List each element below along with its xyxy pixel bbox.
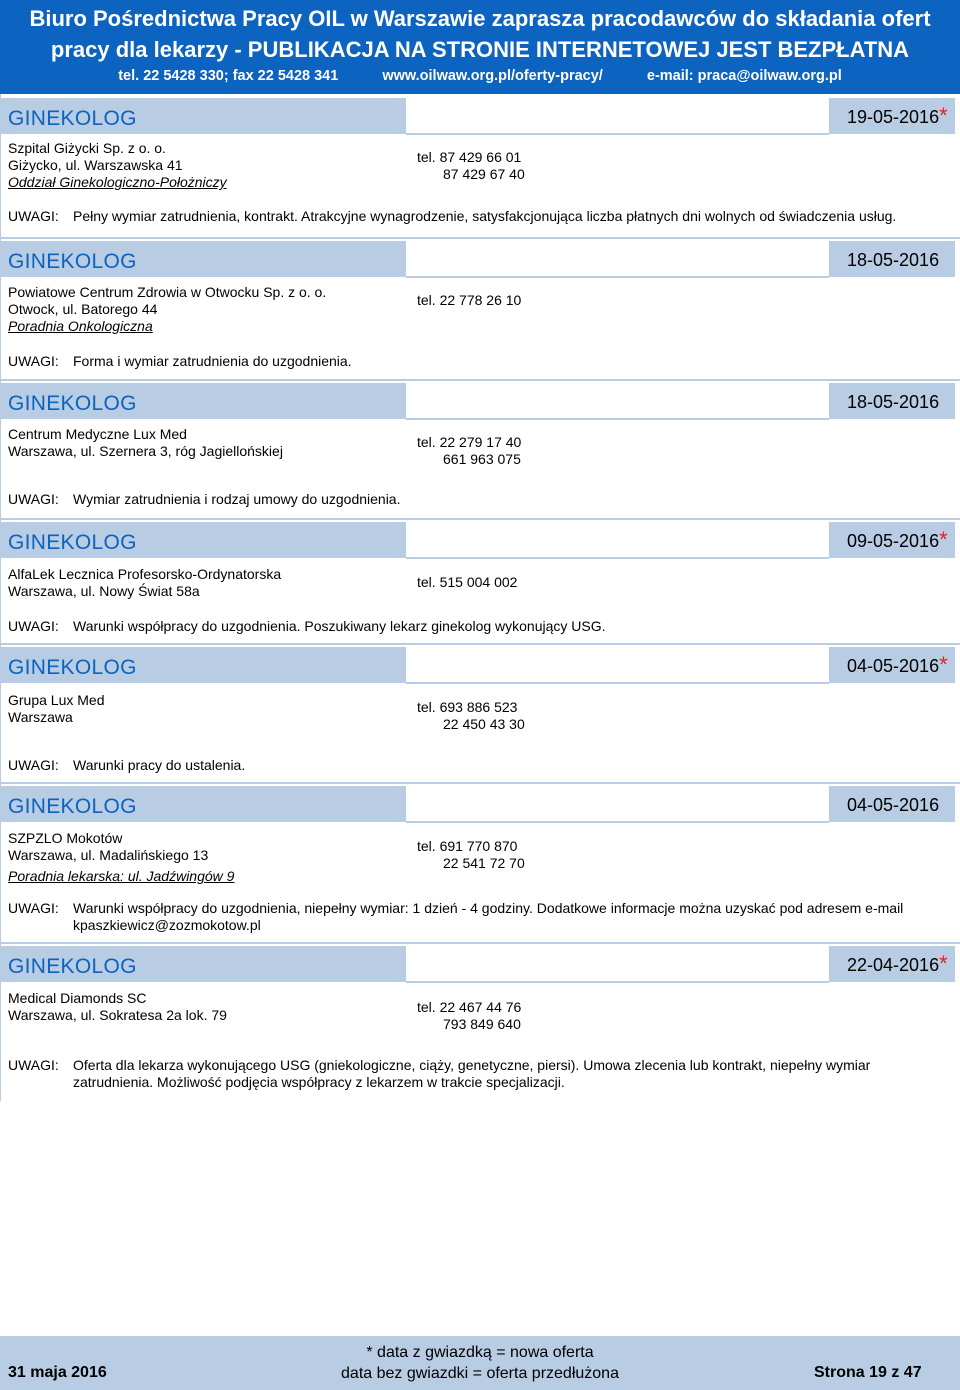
listing-title: GINEKOLOG: [8, 656, 137, 679]
banner-line-1: Biuro Pośrednictwa Pracy OIL w Warszawie zaprasza pracodawców do składania ofert: [29, 6, 931, 31]
employer-name: SZPZLO Mokotów: [8, 830, 123, 846]
phone-numbers: tel. 693 886 523 22 450 43 30: [417, 699, 525, 732]
phone-number[interactable]: 693 886 523: [439, 699, 518, 715]
phone-numbers: tel. 691 770 870 22 541 72 70: [417, 838, 525, 871]
phone-number[interactable]: 691 770 870: [439, 838, 518, 854]
notes-text: Pełny wymiar zatrudnienia, kontrakt. Atrakcyjne wynagrodzenie, satysfakcjonująca liczba płatnych dni wolnych od świadczenia usług.: [73, 208, 897, 224]
notes-text: Warunki pracy do ustalenia.: [73, 757, 246, 773]
new-offer-star-icon: *: [939, 527, 948, 552]
employer-address: Warszawa: [8, 709, 73, 725]
listing-date: 04-05-2016: [847, 795, 940, 815]
phone-number[interactable]: 661 963 075: [443, 451, 521, 467]
notes-label: UWAGI:: [8, 618, 59, 634]
listing-date: 04-05-2016*: [847, 652, 948, 677]
phone-number[interactable]: 22 541 72 70: [443, 855, 525, 871]
legend-new-offer: * data z gwiazdką = nowa oferta: [366, 1344, 594, 1361]
phone-number[interactable]: 87 429 66 01: [439, 149, 522, 165]
employer-department: Poradnia Onkologiczna: [8, 318, 153, 334]
phone-number[interactable]: 515 004 002: [439, 574, 518, 590]
listing-date: 19-05-2016*: [847, 103, 948, 128]
footer-legend: [280, 1342, 680, 1384]
phone-number[interactable]: 793 849 640: [443, 1016, 521, 1032]
listing-title: GINEKOLOG: [8, 250, 137, 273]
listing-date: 22-04-2016*: [847, 951, 948, 976]
listing-title: GINEKOLOG: [8, 795, 137, 818]
phone-number[interactable]: 22 279 17 40: [439, 434, 522, 450]
phone-number[interactable]: 22 467 44 76: [439, 999, 522, 1015]
page-number: Strona 19 z 47: [814, 1364, 922, 1381]
footer-date: 31 maja 2016: [8, 1364, 107, 1381]
listing-header: [0, 782, 960, 826]
banner-phone: tel. 22 5428 330; fax 22 5428 341: [118, 68, 339, 84]
phone-number[interactable]: 22 778 26 10: [439, 292, 522, 308]
employer-address: Warszawa, ul. Nowy Świat 58a: [8, 583, 200, 599]
header-banner: [0, 0, 960, 94]
notes-label: UWAGI:: [8, 1057, 59, 1073]
employer-info: [8, 990, 227, 1024]
new-offer-star-icon: *: [939, 652, 948, 677]
listing-title: GINEKOLOG: [8, 392, 137, 415]
employer-address: Otwock, ul. Batorego 44: [8, 301, 158, 317]
listing-header: [0, 379, 960, 423]
employer-info: [8, 830, 234, 885]
new-offer-star-icon: *: [939, 103, 948, 128]
employer-info: [8, 284, 326, 335]
phone-number[interactable]: 87 429 67 40: [443, 166, 525, 182]
listing-header: [0, 942, 960, 986]
listing-date: 09-05-2016*: [847, 527, 948, 552]
banner-line-2: pracy dla lekarzy - PUBLIKACJA NA STRONIE INTERNETOWEJ JEST BEZPŁATNA: [50, 37, 910, 62]
employer-address: Giżycko, ul. Warszawska 41: [8, 157, 183, 173]
notes-text: Forma i wymiar zatrudnienia do uzgodnienia.: [73, 353, 352, 369]
notes-label: UWAGI:: [8, 900, 59, 916]
employer-info: [8, 566, 281, 600]
listing-title: GINEKOLOG: [8, 107, 137, 130]
employer-department: Oddział Ginekologiczno-Położniczy: [8, 174, 227, 190]
employer-info: [8, 692, 105, 726]
listing-date: 18-05-2016: [847, 392, 940, 412]
employer-info: [8, 140, 227, 191]
notes-text: Wymiar zatrudnienia i rodzaj umowy do uzgodnienia.: [73, 491, 401, 507]
phone-number[interactable]: 22 450 43 30: [443, 716, 525, 732]
phone-numbers: tel. 22 279 17 40 661 963 075: [417, 434, 522, 467]
notes-text: Oferta dla lekarza wykonującego USG (gniekologiczne, ciąży, genetyczne, piersi). Umowa zlecenia lub kontrakt, niepełny wymiar zatrudnienia. Możliwość podjęcia współpracy z lekarzem w trakcie specjalizacji.: [73, 1057, 871, 1090]
banner-email-link[interactable]: e-mail: praca@oilwaw.org.pl: [646, 68, 842, 84]
notes-label: UWAGI:: [8, 491, 59, 507]
listing-header: [0, 94, 960, 138]
notes-label: UWAGI:: [8, 757, 59, 773]
listing-title: GINEKOLOG: [8, 531, 137, 554]
notes-text: Warunki współpracy do uzgodnienia, niepełny wymiar: 1 dzień - 4 godziny. Dodatkowe informacje można uzyskać pod adresem e-mail kpaszkiewicz@zozmokotow.pl: [73, 900, 904, 933]
phone-numbers: tel. 515 004 002: [417, 574, 518, 590]
listing-header: [0, 643, 960, 687]
employer-name: AlfaLek Lecznica Profesorsko-Ordynatorska: [8, 566, 282, 582]
page-footer: [0, 1336, 960, 1390]
notes-label: UWAGI:: [8, 208, 59, 224]
employer-address: Warszawa, ul. Madalińskiego 13: [8, 847, 209, 863]
notes-text: Warunki współpracy do uzgodnienia. Poszukiwany lekarz ginekolog wykonujący USG.: [73, 618, 606, 634]
notes-label: UWAGI:: [8, 353, 59, 369]
employer-address: Warszawa, ul. Sokratesa 2a lok. 79: [8, 1007, 227, 1023]
phone-numbers: tel. 22 467 44 76 793 849 640: [417, 999, 522, 1032]
employer-info: [8, 426, 283, 460]
banner-contact: [0, 66, 960, 86]
employer-name: Centrum Medyczne Lux Med: [8, 426, 187, 442]
employer-name: Medical Diamonds SC: [8, 990, 147, 1006]
employer-department: Poradnia lekarska: ul. Jadźwingów 9: [8, 868, 235, 884]
phone-numbers: tel. 87 429 66 01 87 429 67 40: [417, 149, 525, 182]
employer-address: Warszawa, ul. Szernera 3, róg Jagiellońskiej: [8, 443, 283, 459]
listing-header: [0, 237, 960, 281]
legend-extended-offer: data bez gwiazdki = oferta przedłużona: [341, 1365, 619, 1382]
employer-name: Szpital Giżycki Sp. z o. o.: [8, 140, 166, 156]
listing-date: 18-05-2016: [847, 250, 940, 270]
new-offer-star-icon: *: [939, 951, 948, 976]
listing-title: GINEKOLOG: [8, 955, 137, 978]
listing-header: [0, 518, 960, 562]
employer-name: Grupa Lux Med: [8, 692, 105, 708]
banner-www-link[interactable]: www.oilwaw.org.pl/oferty-pracy/: [382, 68, 603, 84]
phone-numbers: tel. 22 778 26 10: [417, 292, 522, 308]
employer-name: Powiatowe Centrum Zdrowia w Otwocku Sp. z o. o.: [8, 284, 327, 300]
